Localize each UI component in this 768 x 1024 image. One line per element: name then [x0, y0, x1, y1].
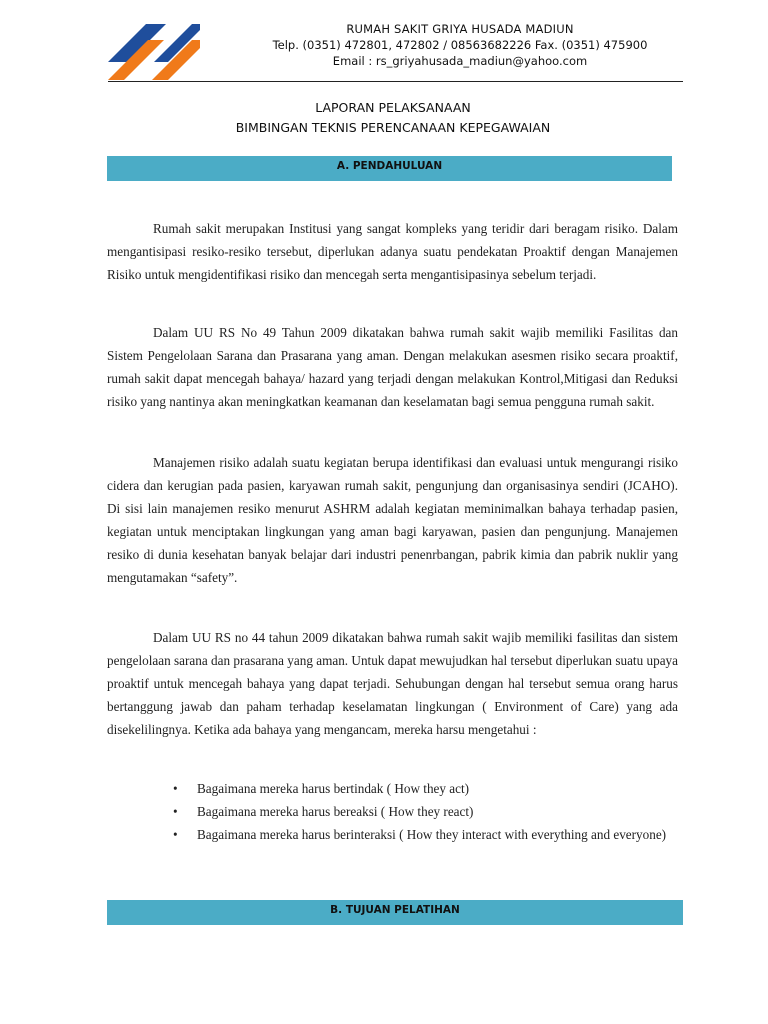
paragraph-3	[107, 451, 678, 589]
paragraph-1-text: Rumah sakit merupakan Institusi yang sangat kompleks yang teridir dari beragam risiko. Dalam mengantisipasi resiko-resiko tersebut, diperlukan adanya suatu pendekatan Proaktif dengan Manajemen Risiko untuk mengidentifikasi risiko dan mencegah serta mengantisipasinya sebelum terjadi.	[107, 221, 678, 282]
paragraph-4-text: Dalam UU RS no 44 tahun 2009 dikatakan bahwa rumah sakit wajib memiliki fasilitas dan sistem pengelolaan sarana dan prasarana yang aman. Untuk dapat mewujudkan hal tersebut diperlukan suatu upaya proaktif untuk mencegah bahaya yang dapat terjadi. Sehubungan dengan hal tersebut semua orang harus bertanggung jawab dan paham terhadap keselamatan lingkungan ( Environment of Care) yang ada disekelilingnya. Ketika ada bahaya yang mengancam, mereka harsu mengetahui :	[107, 630, 678, 737]
bullet-icon: •	[173, 827, 178, 842]
contact-phone: Telp. (0351) 472801, 472802 / 08563682226 Fax. (0351) 475900	[272, 38, 648, 52]
list-item	[107, 777, 678, 800]
letterhead	[230, 22, 690, 69]
hospital-logo	[108, 12, 200, 80]
list-item-text: Bagaimana mereka harus bertindak ( How they act)	[197, 781, 470, 796]
report-title-line-1: LAPORAN PELAKSANAAN	[315, 100, 471, 115]
paragraph-4	[107, 626, 678, 741]
report-title-line-2: BIMBINGAN TEKNIS PERENCANAAN KEPEGAWAIAN	[235, 120, 551, 135]
list-item-text: Bagaimana mereka harus bereaksi ( How they react)	[197, 804, 474, 819]
list-item	[107, 800, 678, 823]
header-divider	[108, 81, 683, 82]
paragraph-3-text: Manajemen risiko adalah suatu kegiatan berupa identifikasi dan evaluasi untuk mengurangi risiko cidera dan kerugian pada pasien, karyawan rumah sakit, pengunjung dan organisasinya sendiri (JCAHO). Di sisi lain manajemen resiko menurut ASHRM adalah kegiatan meminimalkan bahaya terhadap pasien, kegiatan untuk menciptakan lingkungan yang aman bagi karyawan, pasien dan pengunjung. Manajemen resiko di dunia kesehatan banyak belajar dari industri penenrbangan, pabrik kimia dan pabrik nuklir yang mengutamakan “safety”.	[107, 455, 678, 585]
list-item-text: Bagaimana mereka harus berinteraksi ( How they interact with everything and everyone)	[197, 827, 667, 842]
bullet-icon: •	[173, 804, 178, 819]
bullet-list	[107, 777, 678, 846]
paragraph-2	[107, 321, 678, 413]
paragraph-1	[107, 217, 678, 286]
contact-email: Email : rs_griyahusada_madiun@yahoo.com	[332, 54, 588, 68]
hospital-name: RUMAH SAKIT GRIYA HUSADA MADIUN	[346, 22, 574, 36]
bullet-icon: •	[173, 781, 178, 796]
list-item	[107, 823, 678, 846]
section-heading-tujuan-pelatihan: B. TUJUAN PELATIHAN	[107, 900, 683, 925]
paragraph-2-text: Dalam UU RS No 49 Tahun 2009 dikatakan bahwa rumah sakit wajib memiliki Fasilitas dan Sistem Pengelolaan Sarana dan Prasarana yang aman. Dengan melakukan asesmen risiko secara proaktif, rumah sakit dapat mencegah bahaya/ hazard yang terjadi dengan melakukan Kontrol,Mitigasi dan Reduksi risiko yang nantinya akan meningkatkan keamanan dan keselamatan bagi semua pengguna rumah sakit.	[107, 325, 678, 409]
report-title	[108, 98, 678, 138]
section-heading-pendahuluan: A. PENDAHULUAN	[107, 156, 672, 181]
